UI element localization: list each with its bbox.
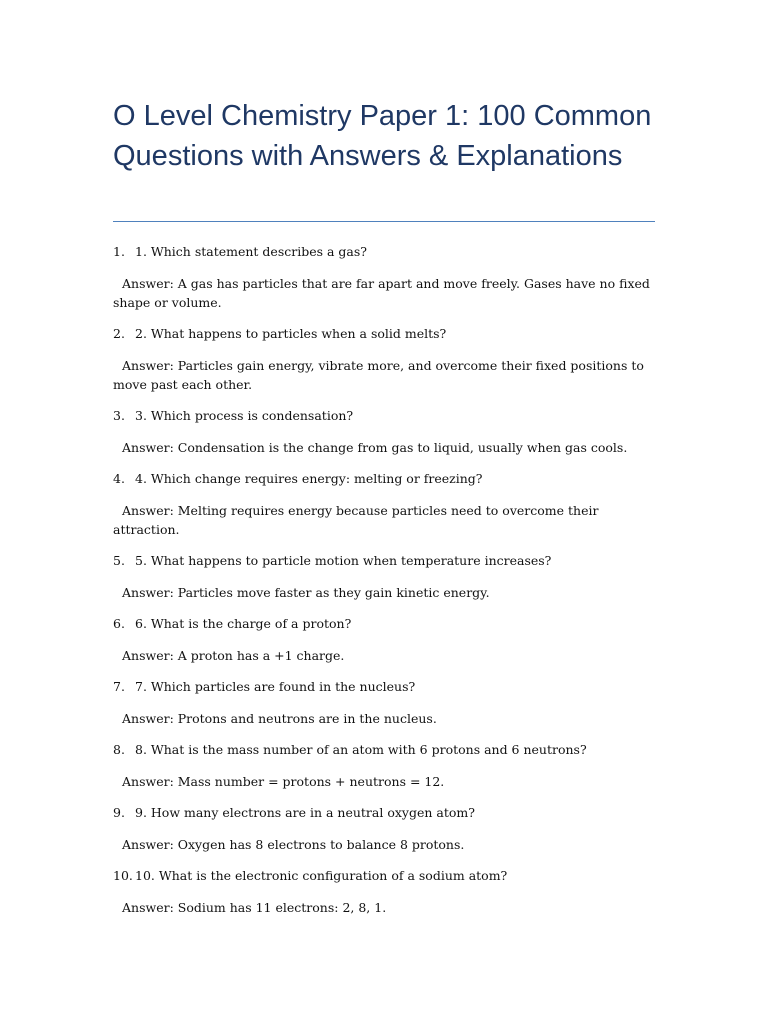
item-number: 2. — [113, 326, 125, 341]
list-item — [113, 324, 655, 394]
question-text: 10. What is the electronic configuration of a sodium atom? — [135, 868, 508, 883]
question-text: 3. Which process is condensation? — [135, 408, 354, 423]
item-number: 6. — [113, 616, 125, 631]
answer-text: Answer: Protons and neutrons are in the nucleus. — [122, 711, 437, 726]
question-text: 2. What happens to particles when a solid melts? — [135, 326, 447, 341]
list-item — [113, 469, 655, 539]
answer-text: Answer: Mass number = protons + neutrons = 12. — [122, 774, 445, 789]
question — [113, 740, 655, 759]
question-text: 7. Which particles are found in the nucleus? — [135, 679, 416, 694]
question-text: 1. Which statement describes a gas? — [135, 244, 368, 259]
item-number: 7. — [113, 679, 125, 694]
question — [113, 324, 655, 343]
question-text: 4. Which change requires energy: melting or freezing? — [135, 471, 483, 486]
question — [113, 677, 655, 696]
answer-text: Answer: A gas has particles that are far apart and move freely. Gases have no fixed shape or volume. — [113, 276, 650, 310]
document-title: O Level Chemistry Paper 1: 100 Common Questions with Answers & Explanations — [113, 100, 652, 172]
question — [113, 406, 655, 425]
item-number: 4. — [113, 471, 125, 486]
list-item — [113, 551, 655, 602]
list-item — [113, 677, 655, 728]
item-number: 5. — [113, 553, 125, 568]
answer-text: Answer: Particles move faster as they gain kinetic energy. — [122, 585, 490, 600]
question — [113, 551, 655, 570]
question — [113, 469, 655, 488]
question — [113, 866, 655, 885]
item-number: 3. — [113, 408, 125, 423]
answer-text: Answer: Particles gain energy, vibrate more, and overcome their fixed positions to move past each other. — [113, 358, 644, 392]
question — [113, 614, 655, 633]
item-number: 10. — [113, 868, 133, 883]
answer-text: Answer: Condensation is the change from gas to liquid, usually when gas cools. — [122, 440, 628, 455]
list-item — [113, 740, 655, 791]
item-number: 8. — [113, 742, 125, 757]
question-text: 6. What is the charge of a proton? — [135, 616, 352, 631]
question — [113, 242, 655, 261]
answer-text: Answer: A proton has a +1 charge. — [122, 648, 345, 663]
item-number: 9. — [113, 805, 125, 820]
answer-text: Answer: Melting requires energy because particles need to overcome their attraction. — [113, 503, 599, 537]
answer-text: Answer: Sodium has 11 electrons: 2, 8, 1. — [122, 900, 387, 915]
question-text: 9. How many electrons are in a neutral oxygen atom? — [135, 805, 475, 820]
answer-text: Answer: Oxygen has 8 electrons to balance 8 protons. — [122, 837, 465, 852]
list-item — [113, 406, 655, 457]
title-divider — [113, 221, 655, 222]
list-item — [113, 803, 655, 854]
question — [113, 803, 655, 822]
list-item — [113, 242, 655, 312]
question-text: 8. What is the mass number of an atom with 6 protons and 6 neutrons? — [135, 742, 587, 757]
list-item — [113, 614, 655, 665]
item-number: 1. — [113, 244, 125, 259]
list-item — [113, 866, 655, 917]
question-list — [113, 242, 655, 929]
question-text: 5. What happens to particle motion when temperature increases? — [135, 553, 552, 568]
